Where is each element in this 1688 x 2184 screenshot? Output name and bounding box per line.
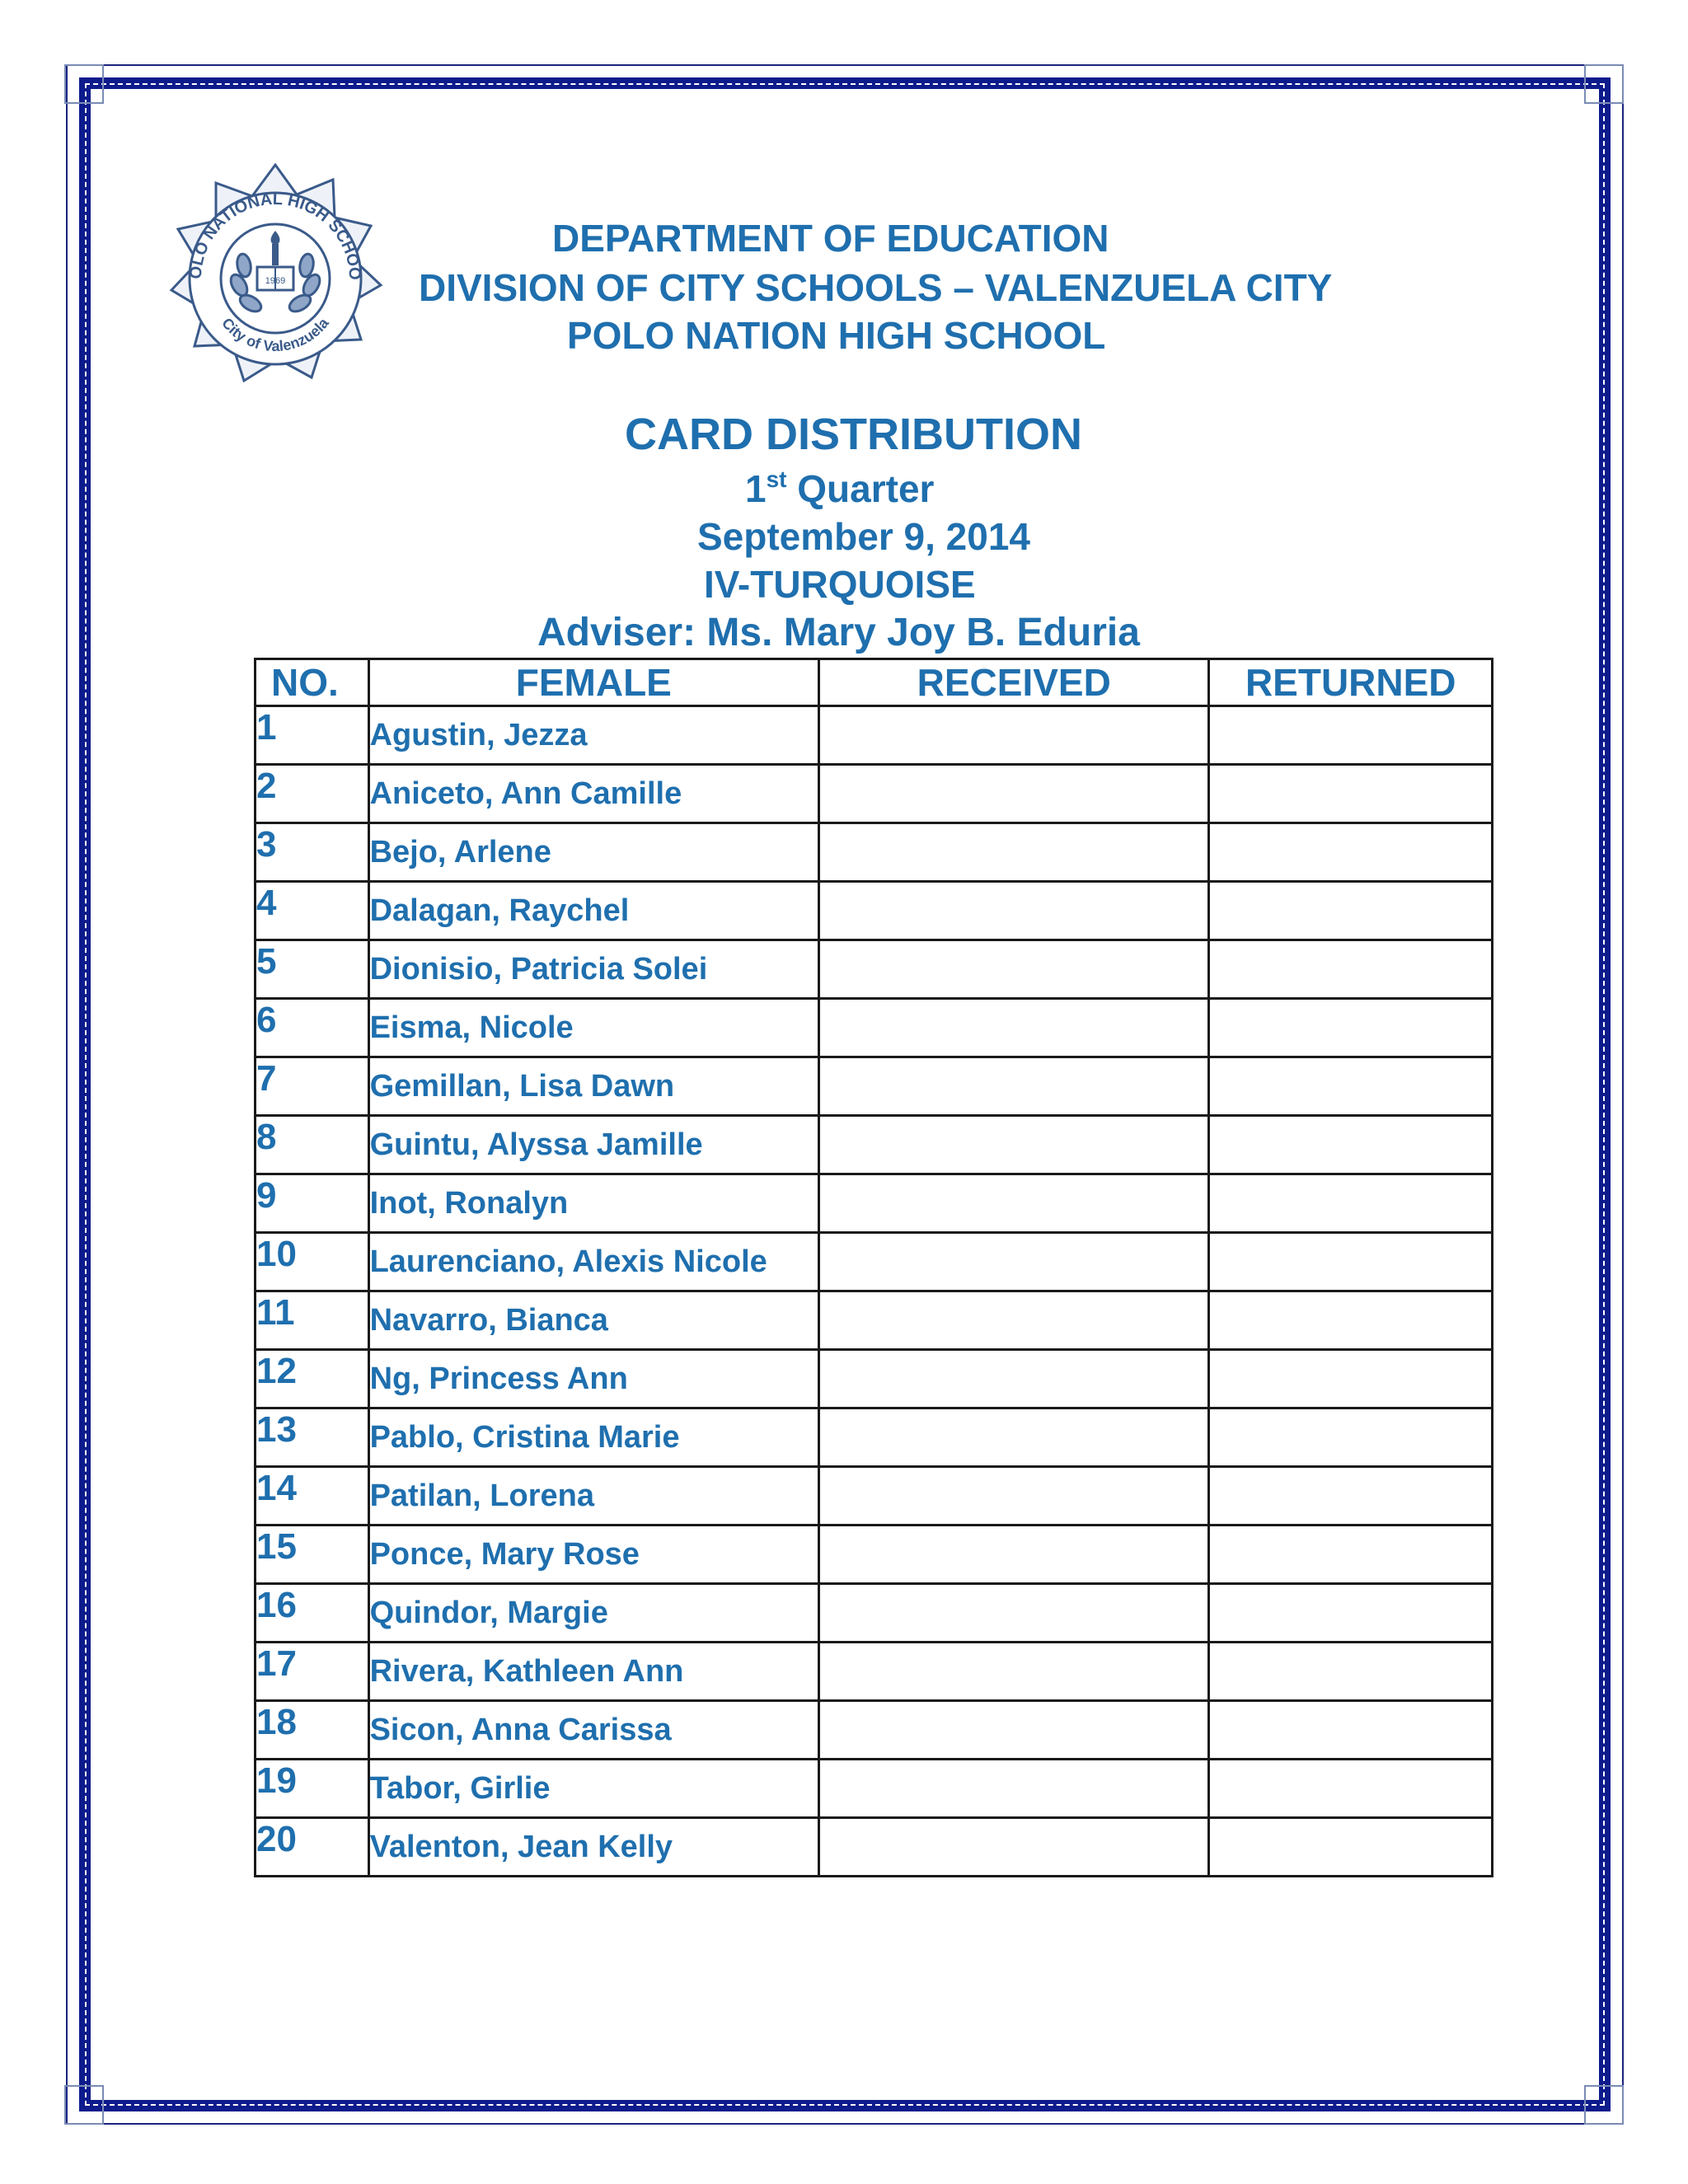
- received-cell[interactable]: [819, 823, 1209, 882]
- received-cell[interactable]: [819, 1116, 1209, 1174]
- table-row: [256, 1584, 1493, 1643]
- row-number: 3: [256, 823, 369, 882]
- returned-cell[interactable]: [1209, 1116, 1493, 1174]
- student-name: Sicon, Anna Carissa: [368, 1701, 818, 1760]
- table-row: [256, 706, 1493, 765]
- row-number: 13: [256, 1408, 369, 1467]
- student-name: Ng, Princess Ann: [368, 1350, 818, 1408]
- returned-cell[interactable]: [1209, 1057, 1493, 1116]
- student-name: Guintu, Alyssa Jamille: [368, 1116, 818, 1174]
- document-date: September 9, 2014: [697, 515, 1031, 558]
- table-header-row: [256, 659, 1493, 706]
- table-row: [256, 882, 1493, 940]
- received-cell[interactable]: [819, 1350, 1209, 1408]
- school-name: POLO NATION HIGH SCHOOL: [567, 314, 1106, 357]
- received-cell[interactable]: [819, 1057, 1209, 1116]
- returned-cell[interactable]: [1209, 706, 1493, 765]
- table-row: [256, 765, 1493, 823]
- student-name: Dionisio, Patricia Solei: [368, 940, 818, 999]
- returned-cell[interactable]: [1209, 1174, 1493, 1233]
- table-row: [256, 1818, 1493, 1877]
- student-name: Ponce, Mary Rose: [368, 1526, 818, 1584]
- student-name: Pablo, Cristina Marie: [368, 1408, 818, 1467]
- adviser-line: Adviser: Ms. Mary Joy B. Eduria: [537, 611, 1140, 654]
- section-name: IV-TURQUOISE: [704, 563, 976, 606]
- returned-cell[interactable]: [1209, 1584, 1493, 1643]
- table-row: [256, 1408, 1493, 1467]
- row-number: 14: [256, 1467, 369, 1526]
- border-corner-bottom-left: [64, 2085, 104, 2125]
- table-row: [256, 1467, 1493, 1526]
- table-row: [256, 999, 1493, 1057]
- student-name: Quindor, Margie: [368, 1584, 818, 1643]
- returned-cell[interactable]: [1209, 1818, 1493, 1877]
- school-seal-logo: [158, 162, 392, 396]
- row-number: 5: [256, 940, 369, 999]
- quarter-label: [745, 466, 934, 511]
- returned-cell[interactable]: [1209, 1701, 1493, 1760]
- table-row: [256, 1233, 1493, 1291]
- returned-cell[interactable]: [1209, 1291, 1493, 1350]
- returned-cell[interactable]: [1209, 1467, 1493, 1526]
- student-name: Valenton, Jean Kelly: [368, 1818, 818, 1877]
- table-body: [256, 706, 1493, 1877]
- returned-cell[interactable]: [1209, 882, 1493, 940]
- table-row: [256, 1643, 1493, 1701]
- table-row: [256, 1116, 1493, 1174]
- column-header-returned: RETURNED: [1209, 659, 1493, 706]
- received-cell[interactable]: [819, 1526, 1209, 1584]
- student-name: Rivera, Kathleen Ann: [368, 1643, 818, 1701]
- received-cell[interactable]: [819, 1584, 1209, 1643]
- student-name: Tabor, Girlie: [368, 1760, 818, 1818]
- student-name: Inot, Ronalyn: [368, 1174, 818, 1233]
- student-name: Aniceto, Ann Camille: [368, 765, 818, 823]
- received-cell[interactable]: [819, 1467, 1209, 1526]
- border-corner-top-right: [1584, 64, 1624, 104]
- returned-cell[interactable]: [1209, 1526, 1493, 1584]
- received-cell[interactable]: [819, 1818, 1209, 1877]
- row-number: 11: [256, 1291, 369, 1350]
- student-name: Patilan, Lorena: [368, 1467, 818, 1526]
- table-row: [256, 1701, 1493, 1760]
- row-number: 10: [256, 1233, 369, 1291]
- document-title: CARD DISTRIBUTION: [625, 410, 1082, 459]
- border-corner-bottom-right: [1584, 2085, 1624, 2125]
- received-cell[interactable]: [819, 999, 1209, 1057]
- department-heading: DEPARTMENT OF EDUCATION: [552, 217, 1109, 260]
- received-cell[interactable]: [819, 1233, 1209, 1291]
- table-row: [256, 940, 1493, 999]
- student-name: Agustin, Jezza: [368, 706, 818, 765]
- seal-top-text: OLO NATIONAL HIGH SCHOO: [186, 190, 364, 281]
- received-cell[interactable]: [819, 1291, 1209, 1350]
- row-number: 19: [256, 1760, 369, 1818]
- student-name: Laurenciano, Alexis Nicole: [368, 1233, 818, 1291]
- table-row: [256, 1291, 1493, 1350]
- row-number: 15: [256, 1526, 369, 1584]
- student-name: Navarro, Bianca: [368, 1291, 818, 1350]
- returned-cell[interactable]: [1209, 1350, 1493, 1408]
- row-number: 1: [256, 706, 369, 765]
- received-cell[interactable]: [819, 706, 1209, 765]
- division-heading: DIVISION OF CITY SCHOOLS – VALENZUELA CITY: [419, 266, 1333, 309]
- returned-cell[interactable]: [1209, 1643, 1493, 1701]
- column-header-no: NO.: [256, 659, 369, 706]
- table-row: [256, 1350, 1493, 1408]
- row-number: 18: [256, 1701, 369, 1760]
- row-number: 9: [256, 1174, 369, 1233]
- received-cell[interactable]: [819, 1701, 1209, 1760]
- border-corner-top-left: [64, 64, 104, 104]
- row-number: 4: [256, 882, 369, 940]
- received-cell[interactable]: [819, 882, 1209, 940]
- seal-year: 1969: [265, 276, 286, 286]
- returned-cell[interactable]: [1209, 823, 1493, 882]
- received-cell[interactable]: [819, 1643, 1209, 1701]
- quarter-number: 1: [745, 467, 767, 510]
- row-number: 8: [256, 1116, 369, 1174]
- table-row: [256, 1760, 1493, 1818]
- received-cell[interactable]: [819, 1760, 1209, 1818]
- table-row: [256, 823, 1493, 882]
- received-cell[interactable]: [819, 940, 1209, 999]
- quarter-suffix: st: [766, 466, 787, 492]
- returned-cell[interactable]: [1209, 999, 1493, 1057]
- row-number: 12: [256, 1350, 369, 1408]
- row-number: 2: [256, 765, 369, 823]
- returned-cell[interactable]: [1209, 1233, 1493, 1291]
- quarter-word: Quarter: [797, 467, 935, 510]
- student-name: Gemillan, Lisa Dawn: [368, 1057, 818, 1116]
- received-cell[interactable]: [819, 765, 1209, 823]
- column-header-received: RECEIVED: [819, 659, 1209, 706]
- table-row: [256, 1174, 1493, 1233]
- row-number: 17: [256, 1643, 369, 1701]
- returned-cell[interactable]: [1209, 940, 1493, 999]
- returned-cell[interactable]: [1209, 1760, 1493, 1818]
- student-name: Bejo, Arlene: [368, 823, 818, 882]
- card-distribution-table: [254, 658, 1493, 1877]
- table-row: [256, 1526, 1493, 1584]
- received-cell[interactable]: [819, 1408, 1209, 1467]
- row-number: 20: [256, 1818, 369, 1877]
- received-cell[interactable]: [819, 1174, 1209, 1233]
- row-number: 16: [256, 1584, 369, 1643]
- column-header-female: FEMALE: [368, 659, 818, 706]
- table-row: [256, 1057, 1493, 1116]
- returned-cell[interactable]: [1209, 1408, 1493, 1467]
- row-number: 7: [256, 1057, 369, 1116]
- student-name: Eisma, Nicole: [368, 999, 818, 1057]
- seal-bottom-text: City of Valenzuela: [218, 314, 332, 355]
- student-name: Dalagan, Raychel: [368, 882, 818, 940]
- returned-cell[interactable]: [1209, 765, 1493, 823]
- row-number: 6: [256, 999, 369, 1057]
